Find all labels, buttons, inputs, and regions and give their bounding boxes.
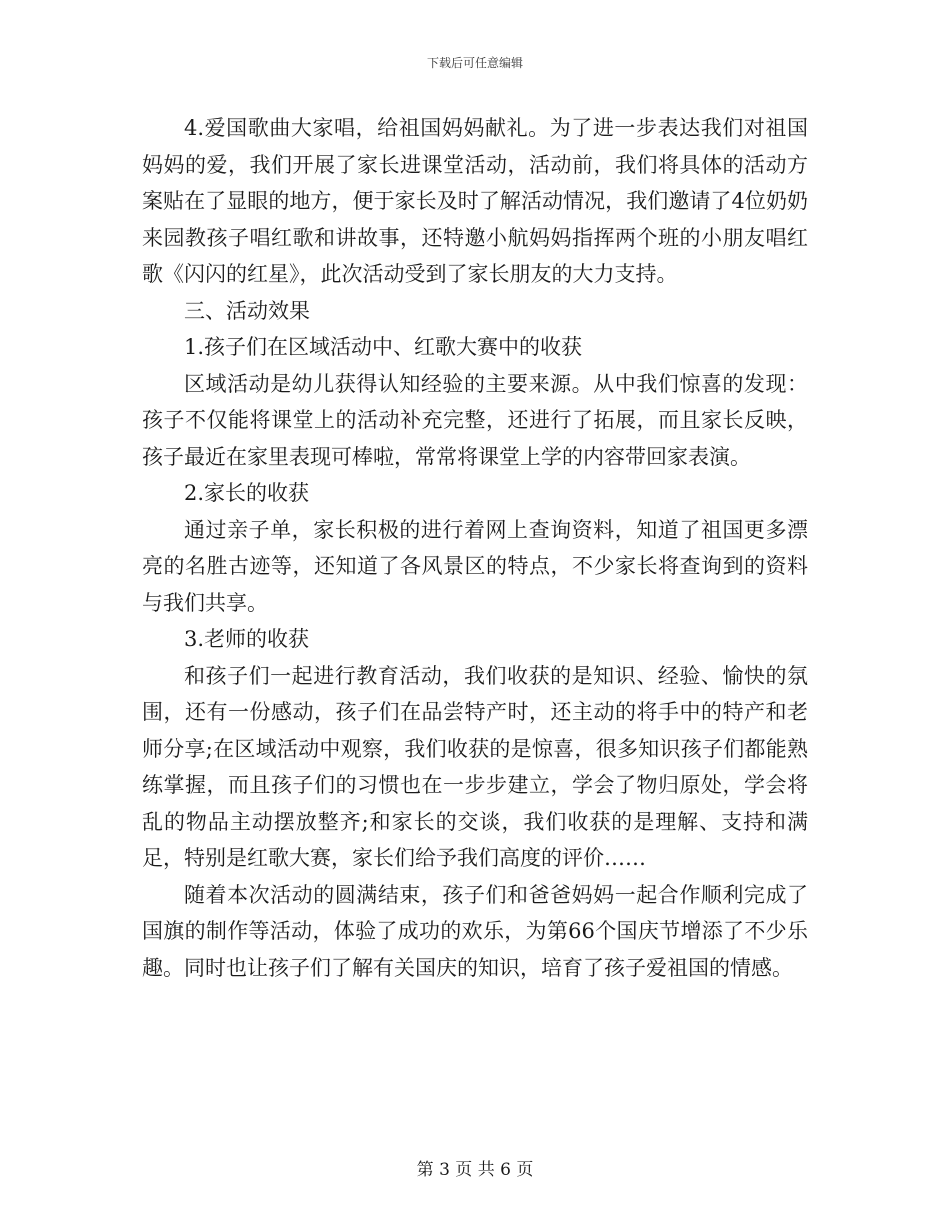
subheading-children-gains: 1.孩子们在区域活动中、红歌大赛中的收获 [184, 335, 583, 359]
header-note: 下载后可任意编辑 [426, 56, 523, 70]
paragraph-parent-gains: 通过亲子单，家长积极的进行着网上查询资料，知道了祖国更多漂亮的名胜古迹等，还知道了各风景区的特点，不少家长将查询到的资料与我们共享。 [142, 517, 808, 615]
subheading-teacher-gains: 3.老师的收获 [184, 627, 310, 651]
subheading-parent-gains: 2.家长的收获 [184, 481, 310, 505]
section-heading-activity-effects: 三、活动效果 [184, 298, 310, 323]
paragraph-conclusion: 随着本次活动的圆满结束，孩子们和爸爸妈妈一起合作顺利完成了国旗的制作等活动，体验了成功的欢乐，为第66个国庆节增添了不少乐趣。同时也让孩子们了解有关国庆的知识，培育了孩子爱祖国的情感。 [142, 882, 808, 980]
paragraph-children-gains: 区域活动是幼儿获得认知经验的主要来源。从中我们惊喜的发现：孩子不仅能将课堂上的活动补充完整，还进行了拓展，而且家长反映，孩子最近在家里表现可棒啦，常常将课堂上学的内容带回家表演。 [142, 371, 808, 469]
paragraph-patriotic-songs: 4.爱国歌曲大家唱，给祖国妈妈献礼。为了进一步表达我们对祖国妈妈的爱，我们开展了家长进课堂活动，活动前，我们将具体的活动方案贴在了显眼的地方，便于家长及时了解活动情况，我们邀请了4位奶奶来园教孩子唱红歌和讲故事，还特邀小航妈妈指挥两个班的小朋友唱红歌《闪闪的红星》，此次活动受到了家长朋友的大力支持。 [142, 116, 808, 286]
page-number: 第 3 页 共 6 页 [416, 1160, 534, 1180]
paragraph-teacher-gains: 和孩子们一起进行教育活动，我们收获的是知识、经验、愉快的氛围，还有一份感动，孩子们在品尝特产时，还主动的将手中的特产和老师分享;在区域活动中观察，我们收获的是惊喜，很多知识孩子们都能熟练掌握，而且孩子们的习惯也在一步步建立，学会了物归原处，学会将乱的物品主动摆放整齐;和家长的交谈，我们收获的是理解、支持和满足，特别是红歌大赛，家长们给予我们高度的评价…… [142, 663, 808, 870]
document-body [142, 110, 808, 986]
